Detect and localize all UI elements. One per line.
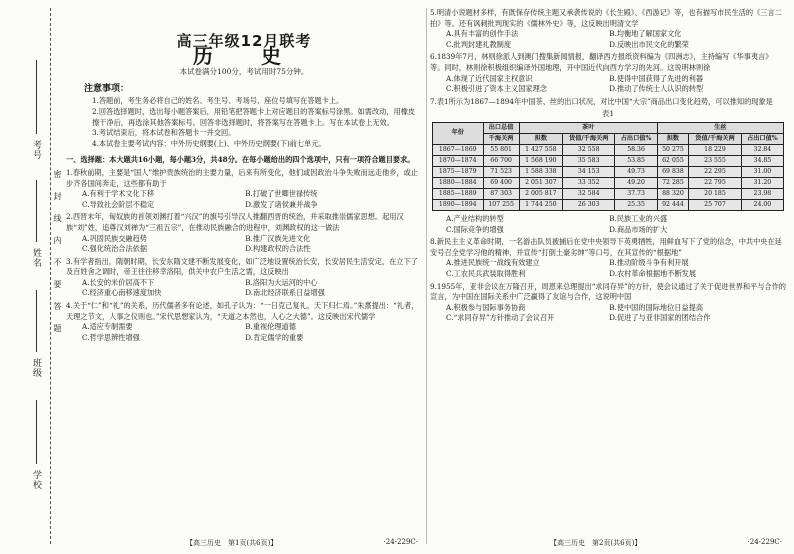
option: C.工农民兵武装取得胜利 bbox=[446, 268, 526, 278]
left-page bbox=[66, 6, 422, 343]
page-divider bbox=[426, 8, 427, 544]
table-cell: 1875—1879 bbox=[433, 166, 484, 177]
option: B.推动阶级斗争有利开展 bbox=[609, 258, 689, 268]
option: D.激发了诸侯兼并战争 bbox=[245, 199, 318, 209]
option: C.积极引进了资本主义国家理念 bbox=[446, 84, 547, 94]
question-stem: 2.西晋末年，匈奴族的首领刘渊打着“兴汉”的旗号引导汉人推翻西晋的统治，并采取推崇儒家思想。起用汉族“刘”姓，追尊汉刘禅为“三祖五宗”，在推动民族融合的进程中，刘渊政权的这一做法 bbox=[66, 212, 404, 232]
table-cell: 69 400 bbox=[483, 177, 519, 188]
table-header: 茶叶 bbox=[519, 122, 657, 133]
table-cell: 18 229 bbox=[689, 144, 742, 155]
option: C.国际竞争的增强 bbox=[446, 224, 504, 234]
question-stem: 8.新民主主义革命时期，一名游击队员被捕后在党中央领导下英勇牺牲，用鲜血写下了党的信念，中共中央在延安号召全党学习他的精神，并宣传“打倒土豪劣绅”等口号，在其宣传的“根据地” bbox=[430, 237, 782, 257]
exam-no-label: 考号 bbox=[31, 140, 41, 160]
question-stem: 5.明清小说题材多样，有既保存传统主题又承袭传说的《长生殿》、《西游记》等，也有描写市民生活的《三言二拍》等。还有讽刺批判现实的《儒林外史》等，这反映出明清文学 bbox=[430, 8, 782, 28]
option-list bbox=[430, 258, 786, 279]
option: D.商品市场的扩大 bbox=[609, 224, 668, 234]
option: B.均衡地了解国家文化 bbox=[609, 29, 682, 39]
option: A.有利于学术文化下移 bbox=[82, 189, 155, 199]
table-cell: 72 285 bbox=[657, 177, 689, 188]
name-line bbox=[36, 180, 37, 242]
option: D.反映出市民文化的繁荣 bbox=[609, 39, 689, 49]
left-question-list bbox=[66, 168, 422, 344]
table-subheader: 占出口值% bbox=[615, 133, 657, 144]
option: C.批判封建礼教制度 bbox=[446, 39, 512, 49]
name-label: 姓名 bbox=[31, 248, 41, 268]
table-cell: 2 051 307 bbox=[519, 177, 562, 188]
table-row bbox=[433, 166, 784, 177]
notice-item: 2.回答选择题时，选出每小题答案后，用铅笔把答题卡上对应题目的答案标号涂黑。如需改动，用橡皮擦干净后，再选涂其他答案标号。回答非选择题时，将答案写在答题卡上。写在本试卷上无效。 bbox=[92, 106, 416, 127]
table-header: 年份 bbox=[433, 122, 484, 144]
binding-margin bbox=[0, 0, 64, 554]
table-cell: 1 744 250 bbox=[519, 199, 562, 210]
option: D.肯定儒学的重要 bbox=[245, 332, 304, 342]
option: B.使得中国获得了先进的利器 bbox=[609, 73, 704, 83]
option-list bbox=[66, 189, 422, 210]
score-line: 本试卷满分100分，考试用时75分钟。 bbox=[179, 67, 309, 77]
table-cell: 32 584 bbox=[562, 188, 615, 199]
table-row bbox=[433, 144, 784, 155]
option: A.产业结构的转型 bbox=[446, 213, 504, 223]
table-cell: 25 707 bbox=[689, 199, 742, 210]
option: D.构建政权的合法性 bbox=[245, 244, 311, 254]
table-cell: 1885—1889 bbox=[433, 188, 484, 199]
table-cell: 22 795 bbox=[689, 177, 742, 188]
right-page bbox=[430, 6, 786, 324]
option: C.“求同存异”方针推动了会议召开 bbox=[446, 313, 555, 323]
option-list bbox=[66, 322, 422, 343]
table-subheader: 担数 bbox=[519, 133, 562, 144]
subject-title: 历 史 bbox=[193, 43, 295, 68]
option: C.强化统治合法依据 bbox=[82, 244, 148, 254]
table-subheader: 担数 bbox=[657, 133, 689, 144]
section-heading: 一、选择题：本大题共16小题，每小题3分，共48分。在每小题给出的四个选项中，只有一项符合题目要求。 bbox=[66, 155, 415, 165]
table-header: 生丝 bbox=[657, 122, 783, 133]
table-cell: 37.73 bbox=[615, 188, 657, 199]
option: A.推进民族统一战线有效建立 bbox=[446, 258, 540, 268]
table-subheader: 货值/千海关两 bbox=[562, 133, 615, 144]
table-subheader: 占出口值% bbox=[741, 133, 783, 144]
option-list bbox=[430, 214, 786, 235]
exam-title: 高三年级12月联考 bbox=[176, 32, 312, 50]
table-cell: 1890—1894 bbox=[433, 199, 484, 210]
question-stem: 1.春秋前期，主要是“国人”维护贵族统治的主要力量，后来有所变化，他们或因政治斗争失败而远走他乡，或止步齐各国间奔走，这些都有助于 bbox=[66, 167, 419, 188]
export-table bbox=[432, 122, 784, 211]
table-cell: 88 320 bbox=[657, 188, 689, 199]
page-number: 【高三历史 第2页(共6页)】 bbox=[550, 539, 642, 547]
table-row bbox=[433, 199, 784, 210]
table-cell: 31.00 bbox=[741, 166, 783, 177]
table-cell: 1 588 338 bbox=[519, 166, 562, 177]
option: C.导致社会阶层不稳定 bbox=[82, 199, 155, 209]
question bbox=[430, 52, 786, 94]
table-cell: 25.35 bbox=[615, 199, 657, 210]
seal-char: 不 bbox=[53, 258, 62, 280]
table-cell: 2 005 817 bbox=[519, 188, 562, 199]
question bbox=[430, 214, 786, 235]
notice-item: 4.本试卷主要考试内容：中外历史纲要(上)、中外历史纲要(下)前七单元。 bbox=[92, 138, 326, 148]
table-cell: 26 303 bbox=[562, 199, 615, 210]
option: D.农村革命根据地不断发展 bbox=[609, 268, 697, 278]
option-list bbox=[430, 29, 786, 50]
table-subheader: 千海关两 bbox=[483, 133, 519, 144]
question bbox=[430, 8, 786, 50]
question-stem: 4.关于“仁”和“礼”的关系，历代儒者多有论述，如孔子认为：“一日克己复礼，天下归仁焉。”朱熹提出：“礼者，天理之节文，人事之仪则也。”宋代思想家认为，“天道之本然也，人心之大德”。这反映出宋代儒学 bbox=[66, 301, 419, 321]
question bbox=[66, 301, 422, 343]
notice-list bbox=[66, 96, 422, 149]
table-cell: 31.20 bbox=[741, 177, 783, 188]
option: D.推动了传统士人认识的转型 bbox=[609, 84, 704, 94]
table-cell: 23.98 bbox=[741, 188, 783, 199]
table-cell: 34 153 bbox=[562, 166, 615, 177]
option: A.具有丰富的创作手法 bbox=[446, 29, 519, 39]
table-cell: 87 303 bbox=[483, 188, 519, 199]
question-stem: 7.表1所示为1867—1894年中国茶、丝的出口状况，对比中国“大宗”商品出口变化趋势，可以推知的现象是 bbox=[430, 96, 773, 106]
option: D.南北经济联系日益增强 bbox=[245, 288, 325, 298]
table-subheader: 货值/千海关两 bbox=[689, 133, 742, 144]
seal-char: 线 bbox=[53, 214, 62, 236]
school-label: 学校 bbox=[31, 470, 41, 490]
table-cell: 32 558 bbox=[562, 144, 615, 155]
table-cell: 58.36 bbox=[615, 144, 657, 155]
table-cell: 24.00 bbox=[741, 199, 783, 210]
table-cell: 107 255 bbox=[483, 199, 519, 210]
table-cell: 53.85 bbox=[615, 155, 657, 166]
notice-item: 3.考试结束后，将本试卷和答题卡一并交回。 bbox=[92, 128, 236, 138]
table-cell: 33 352 bbox=[562, 177, 615, 188]
option: B.洛阳为大运河的中心 bbox=[245, 277, 318, 287]
notice-title: 注意事项： bbox=[84, 83, 130, 94]
table-cell: 23 555 bbox=[689, 155, 742, 166]
question bbox=[430, 282, 786, 324]
option: C.哲学思辨性增强 bbox=[82, 332, 140, 342]
table-cell: 1880—1884 bbox=[433, 177, 484, 188]
table-cell: 55 801 bbox=[483, 144, 519, 155]
seal-text bbox=[52, 170, 63, 346]
seal-char: 要 bbox=[53, 280, 62, 302]
seal-char: 密 bbox=[53, 170, 62, 192]
table-cell: 1 427 558 bbox=[519, 144, 562, 155]
option: A.适应专制需要 bbox=[82, 322, 133, 332]
option: D.促进了与亚非国家的团结合作 bbox=[609, 313, 711, 323]
seal-char: 答 bbox=[53, 302, 62, 324]
right-question-list bbox=[430, 8, 786, 107]
table-cell: 69 838 bbox=[657, 166, 689, 177]
question-stem: 3.有学者指出，隋朝时期，长安东隋文建不断发展变化，如广泛地设置统治长安，长安居民生活安定，在立下了及百姓舍之调时，帝王往往移幸洛阳，供关中农户生活之需，这反映出 bbox=[66, 256, 418, 277]
table-cell: 32.84 bbox=[741, 144, 783, 155]
option-list bbox=[66, 234, 422, 255]
table-cell: 34.85 bbox=[741, 155, 783, 166]
question bbox=[66, 257, 422, 299]
option: B.重视伦理道德 bbox=[245, 322, 296, 332]
question-stem: 9.1955年，亚非会议在万隆召开，周恩来总理提出“求同存异”的方针，使会议通过了关于促进世界和平与合作的宣言，为中国在国际关系中广泛赢得了友谊与合作，这说明中国 bbox=[430, 281, 786, 302]
question-stem: 6.1839年7月，林则徐派人到澳门搜集新闻情报，翻译西方报纸资料编为《四洲志》，主持编写《华事夷言》等。同时，林则徐积极组织编译外国地理，开中国近代向西方学习的先河。这说明林则徐 bbox=[430, 52, 773, 72]
table-cell: 71 523 bbox=[483, 166, 519, 177]
question bbox=[430, 237, 786, 279]
table-cell: 20 185 bbox=[689, 188, 742, 199]
question bbox=[430, 97, 786, 108]
option: C.经济重心南移速度加快 bbox=[82, 288, 162, 298]
school-line bbox=[36, 400, 37, 464]
seal-char: 题 bbox=[53, 324, 62, 346]
table-cell: 22 295 bbox=[689, 166, 742, 177]
option: A.体现了近代国家主权意识 bbox=[446, 73, 533, 83]
table-cell: 35 583 bbox=[562, 155, 615, 166]
page-number: 【高三历史 第1页(共6页)】 bbox=[186, 539, 278, 547]
table-caption: 表1 bbox=[601, 109, 615, 119]
table-cell: 92 444 bbox=[657, 199, 689, 210]
class-line bbox=[36, 290, 37, 352]
option-list bbox=[430, 303, 786, 324]
table-cell: 1870—1874 bbox=[433, 155, 484, 166]
right-question-list-2 bbox=[430, 214, 786, 324]
table-cell: 50 275 bbox=[657, 144, 689, 155]
paper-code: ·24-229C· bbox=[747, 538, 782, 546]
notice-item: 1.答题前，考生务必将自己的姓名、考生号、考场号、座位号填写在答题卡上。 bbox=[92, 96, 344, 106]
class-label: 班级 bbox=[31, 358, 41, 378]
table-cell: 62 055 bbox=[657, 155, 689, 166]
option: A.巩固民族交融趋势 bbox=[82, 233, 147, 243]
option: B.民族工业的兴盛 bbox=[609, 213, 668, 223]
seal-char: 内 bbox=[53, 236, 62, 258]
table-cell: 1 568 190 bbox=[519, 155, 562, 166]
table-header: 出口总值 bbox=[483, 122, 519, 133]
table-cell: 49.20 bbox=[615, 177, 657, 188]
table-row bbox=[433, 155, 784, 166]
seal-dashed-line bbox=[50, 8, 51, 544]
option: A.长安的米价居高不下 bbox=[82, 277, 155, 287]
table-cell: 66 700 bbox=[483, 155, 519, 166]
option-list bbox=[66, 278, 422, 299]
seal-char: 封 bbox=[53, 192, 62, 214]
table-row bbox=[433, 177, 784, 188]
option: B.推广汉族先进文化 bbox=[245, 233, 311, 243]
table-cell: 1867—1869 bbox=[433, 144, 484, 155]
paper-code: ·24-229C· bbox=[383, 538, 418, 546]
exam-no-line bbox=[36, 60, 37, 134]
table-cell: 49.73 bbox=[615, 166, 657, 177]
option: B.打破了世卿世禄传统 bbox=[245, 189, 318, 199]
option: A.积极参与国际事务协商 bbox=[446, 302, 526, 312]
option: B.使中国的国际地位日益提高 bbox=[609, 302, 704, 312]
question bbox=[66, 168, 422, 210]
option-list bbox=[430, 74, 786, 95]
question bbox=[66, 212, 422, 254]
table-row bbox=[433, 188, 784, 199]
